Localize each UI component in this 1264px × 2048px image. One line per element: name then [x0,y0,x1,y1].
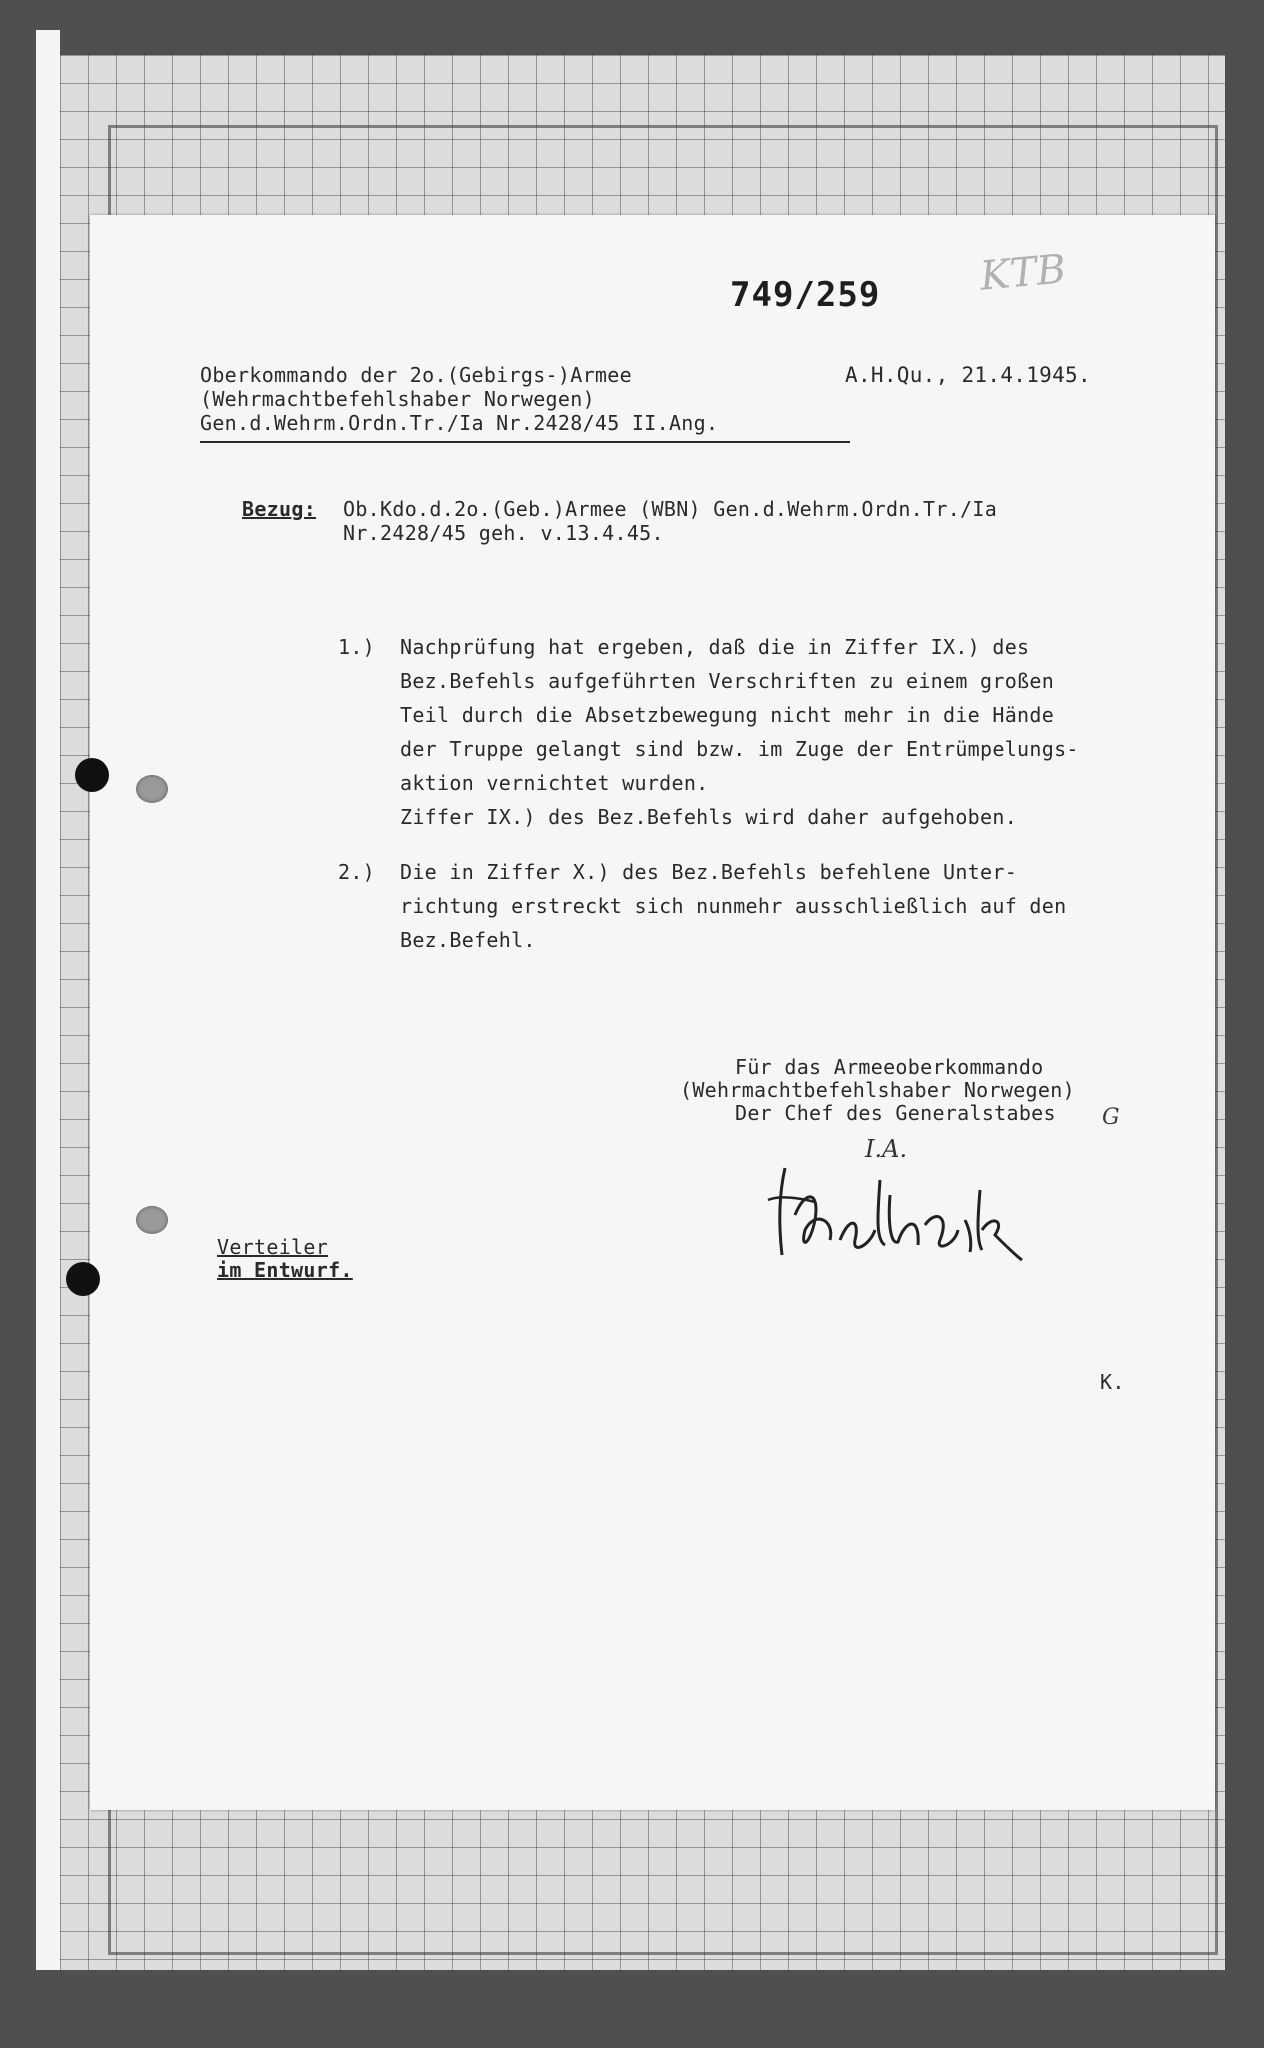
ia-mark: I.A. [865,1135,908,1163]
signature-line: Für das Armeeoberkommando [735,1055,1044,1079]
punch-hole [75,758,109,792]
signature-line: Der Chef des Generalstabes [735,1101,1056,1125]
document-number: 749/259 [730,275,881,315]
distribution-label: Verteiler [217,1235,329,1259]
item-line: Bez.Befehls aufgeführten Verschriften zu einem großen [400,669,1055,693]
item-line: richtung erstreckt sich nunmehr ausschließlich auf den [400,894,1067,918]
header-issuer-sub: (Wehrmachtbefehlshaber Norwegen) [200,387,595,411]
distribution-note: im Entwurf. [217,1258,353,1282]
item-line: Bez.Befehl. [400,928,536,952]
item-number: 1.) [338,635,376,659]
handwritten-signature [760,1160,1060,1270]
initial-mark: K. [1100,1370,1125,1394]
item-line: der Truppe gelangt sind bzw. im Zuge der Entrümpelungs- [400,737,1079,761]
ktb-pencil-mark: KTB [978,246,1068,300]
item-line: Nachprüfung hat ergeben, daß die in Ziffer IX.) des [400,635,1030,659]
punch-hole [66,1262,100,1296]
item-line: Ziffer IX.) des Bez.Befehls wird daher aufgehoben. [400,805,1018,829]
reference-line: Nr.2428/45 geh. v.13.4.45. [343,521,664,545]
handwritten-mark: G [1102,1105,1120,1130]
document-page [90,215,1215,1810]
item-line: Teil durch die Absetzbewegung nicht mehr in die Hände [400,703,1055,727]
signature-line: (Wehrmachtbefehlshaber Norwegen) [680,1078,1075,1102]
item-number: 2.) [338,860,376,884]
place-date: A.H.Qu., 21.4.1945. [845,363,1091,387]
punch-hole [136,1206,168,1234]
punch-hole [136,775,168,803]
header-underline [200,441,850,443]
item-line: aktion vernichtet wurden. [400,771,709,795]
header-issuer: Oberkommando der 2o.(Gebirgs-)Armee [200,363,632,387]
reference-label: Bezug: [242,497,317,521]
item-line: Die in Ziffer X.) des Bez.Befehls befehlene Unter- [400,860,1018,884]
film-edge-strip [36,30,60,1970]
header-file-reference: Gen.d.Wehrm.Ordn.Tr./Ia Nr.2428/45 II.Ang. [200,411,719,435]
reference-line: Ob.Kdo.d.2o.(Geb.)Armee (WBN) Gen.d.Wehrm.Ordn.Tr./Ia [343,497,998,521]
